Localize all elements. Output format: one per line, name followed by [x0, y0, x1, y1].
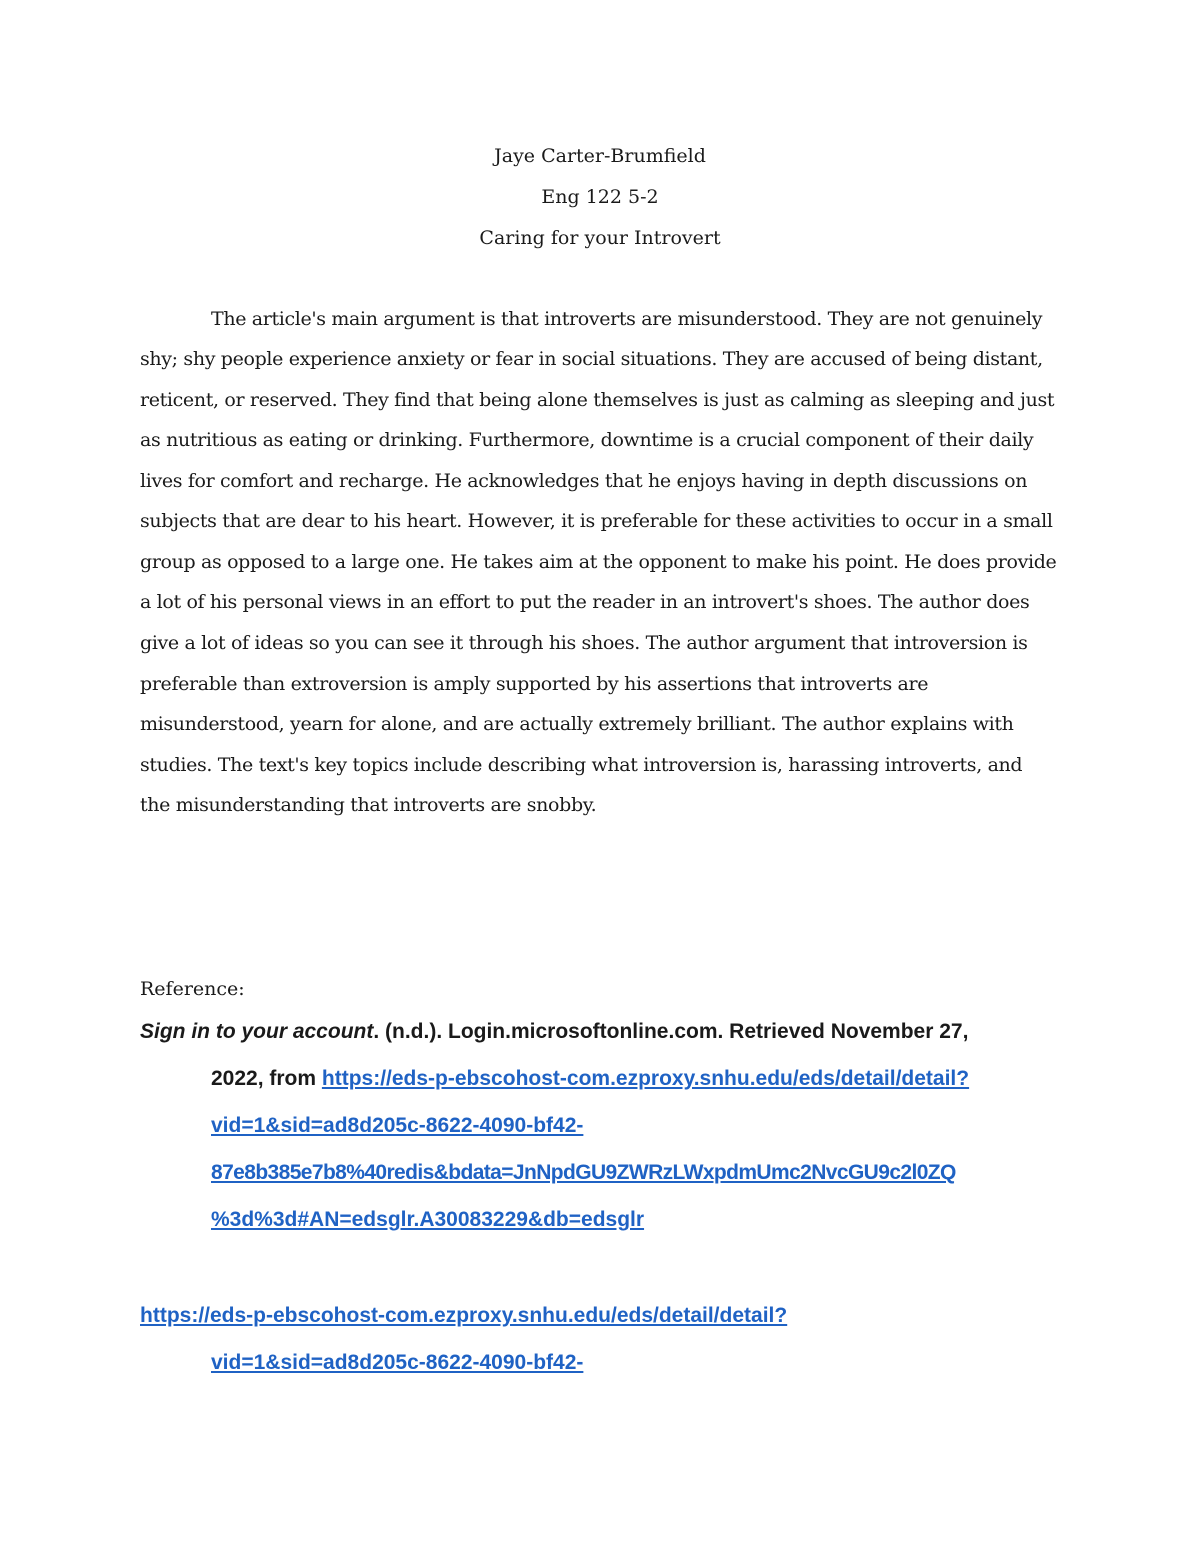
body-line: The article's main argument is that introverts are misunderstood. They are not genuinely — [211, 308, 1043, 330]
body-line: give a lot of ideas so you can see it through his shoes. The author argument that introversion is — [140, 632, 1028, 654]
reference-url-link[interactable]: 87e8b385e7b8%40redis&bdata=JnNpdGU9ZWRzLWxpdmUmc2NvcGU9c2l0ZQ — [211, 1161, 956, 1184]
body-line: misunderstood, yearn for alone, and are actually extremely brilliant. The author explains with — [140, 713, 1014, 735]
citation-line — [211, 1065, 969, 1093]
citation-title: Sign in to your account — [140, 1020, 374, 1043]
body-line: the misunderstanding that introverts are snobby. — [140, 794, 597, 816]
body-line: as nutritious as eating or drinking. Furthermore, downtime is a crucial component of their daily — [140, 429, 1034, 451]
body-line: preferable than extroversion is amply supported by his assertions that introverts are — [140, 673, 929, 695]
body-line: lives for comfort and recharge. He acknowledges that he enjoys having in depth discussions on — [140, 470, 1028, 492]
citation-line — [140, 1302, 787, 1330]
reference-label: Reference: — [140, 978, 245, 1000]
body-line: shy; shy people experience anxiety or fear in social situations. They are accused of being distant, — [140, 348, 1043, 370]
second-url-link[interactable]: https://eds-p-ebscohost-com.ezproxy.snhu.edu/eds/detail/detail? — [140, 1304, 788, 1327]
citation-line — [211, 1112, 583, 1140]
citation-line — [140, 1018, 968, 1046]
reference-url-link[interactable]: %3d%3d#AN=edsglr.A30083229&db=edsglr — [211, 1208, 645, 1231]
author-name: Jaye Carter-Brumfield — [494, 145, 706, 167]
course-code: Eng 122 5-2 — [541, 186, 659, 208]
retrieved-prefix: 2022, from — [211, 1067, 322, 1090]
citation-line — [211, 1159, 956, 1187]
body-line: subjects that are dear to his heart. However, it is preferable for these activities to occur in a small — [140, 510, 1053, 532]
citation-line — [211, 1206, 644, 1234]
reference-url-link[interactable]: https://eds-p-ebscohost-com.ezproxy.snhu.edu/eds/detail/detail? — [321, 1067, 970, 1090]
body-line: reticent, or reserved. They find that being alone themselves is just as calming as sleeping and just — [140, 389, 1055, 411]
reference-url-link[interactable]: vid=1&sid=ad8d205c-8622-4090-bf42- — [211, 1114, 584, 1137]
body-line: studies. The text's key topics include describing what introversion is, harassing introverts, and — [140, 754, 1023, 776]
body-line: group as opposed to a large one. He takes aim at the opponent to make his point. He does provide — [140, 551, 1057, 573]
second-url-link[interactable]: vid=1&sid=ad8d205c-8622-4090-bf42- — [211, 1351, 584, 1374]
essay-title: Caring for your Introvert — [479, 227, 721, 249]
body-line: a lot of his personal views in an effort to put the reader in an introvert's shoes. The author does — [140, 591, 1030, 613]
citation-line — [211, 1349, 583, 1377]
citation-details: . (n.d.). Login.microsoftonline.com. Retrieved November 27, — [373, 1020, 969, 1043]
